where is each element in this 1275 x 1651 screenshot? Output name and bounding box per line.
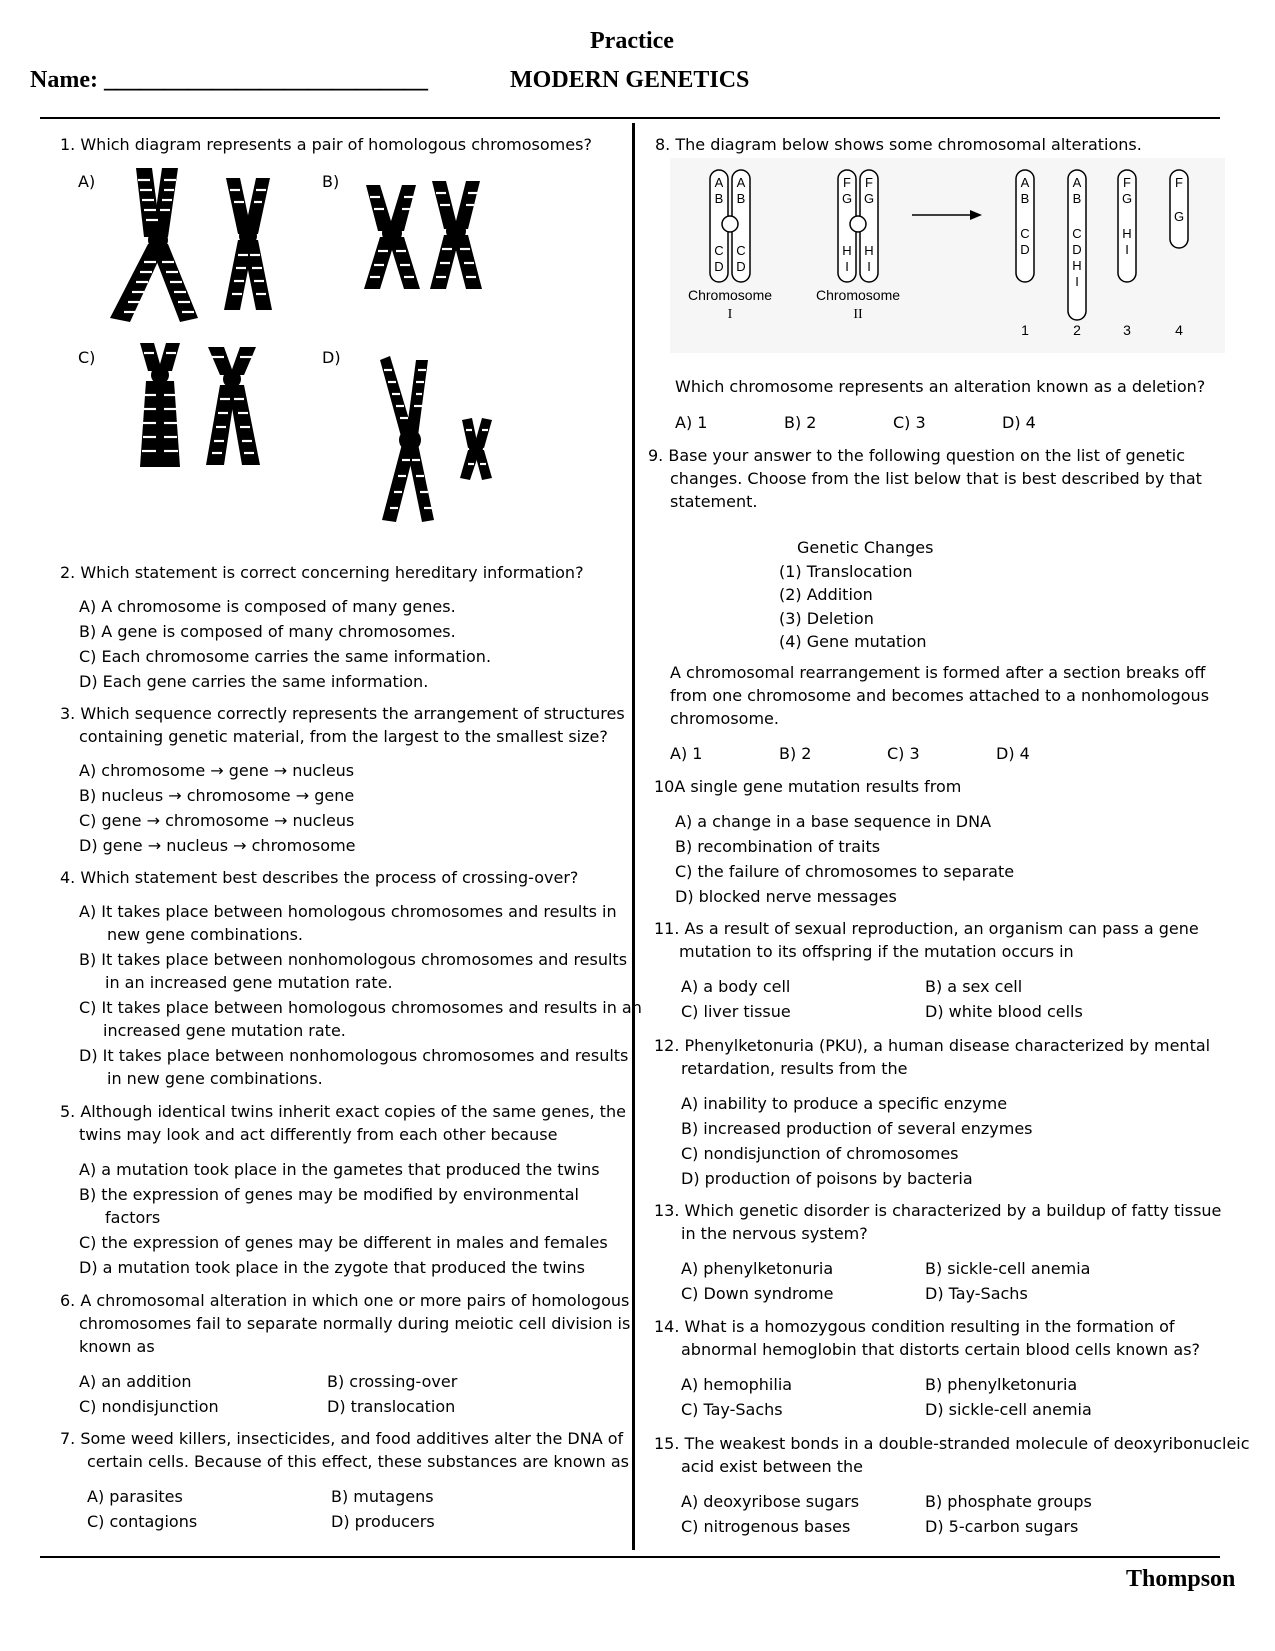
q3-choice-c[interactable]: C) gene → chromosome → nucleus: [79, 811, 355, 830]
c1-right-label-1: A: [736, 175, 746, 190]
c2-left-label-4: I: [845, 259, 849, 274]
genetic-changes-title: Genetic Changes: [797, 538, 934, 557]
c1-right-label-4: D: [736, 259, 746, 274]
q11-choice-c[interactable]: C) liver tissue: [681, 1002, 791, 1021]
r4-label-2: G: [1173, 209, 1185, 224]
q5-choice-a[interactable]: A) a mutation took place in the gametes that produced the twins: [79, 1160, 600, 1179]
q2-choice-b[interactable]: B) A gene is composed of many chromosomes.: [79, 622, 456, 641]
q4-choice-a-cont: new gene combinations.: [107, 925, 304, 944]
q4-choice-b-cont: in an increased gene mutation rate.: [105, 973, 393, 992]
page-subject-title: MODERN GENETICS: [510, 67, 750, 93]
c1-left-label-4: D: [714, 259, 724, 274]
question-5-stem-cont: twins may look and act differently from each other because: [79, 1125, 558, 1144]
r3-label-3: H: [1122, 226, 1132, 241]
q5-choice-b-cont: factors: [105, 1208, 161, 1227]
q11-choice-b[interactable]: B) a sex cell: [925, 977, 1023, 996]
q7-choice-c[interactable]: C) contagions: [87, 1512, 198, 1531]
question-12-stem-cont: retardation, results from the: [681, 1059, 908, 1078]
r2-label-4: D: [1072, 242, 1082, 257]
chromosome-c-right: [206, 347, 260, 465]
question-8-prompt: Which chromosome represents an alteration known as a deletion?: [675, 377, 1206, 396]
chromosome-i-label: Chromosome: [687, 287, 773, 303]
name-field-label: Name: ___________________________: [30, 67, 428, 93]
q14-choice-d[interactable]: D) sickle-cell anemia: [925, 1400, 1092, 1419]
question-7-stem: 7. Some weed killers, insecticides, and food additives alter the DNA of: [60, 1429, 624, 1448]
q5-choice-c[interactable]: C) the expression of genes may be different in males and females: [79, 1233, 608, 1252]
question-12-stem: 12. Phenylketonuria (PKU), a human disease characterized by mental: [654, 1036, 1211, 1055]
q5-choice-d[interactable]: D) a mutation took place in the zygote that produced the twins: [79, 1258, 585, 1277]
q2-choice-d[interactable]: D) Each gene carries the same information.: [79, 672, 429, 691]
q14-choice-b[interactable]: B) phenylketonuria: [925, 1375, 1078, 1394]
q4-choice-b[interactable]: B) It takes place between nonhomologous chromosomes and results: [79, 950, 628, 969]
question-13-stem: 13. Which genetic disorder is characterized by a buildup of fatty tissue: [654, 1201, 1222, 1220]
q1-label-a: A): [78, 172, 96, 191]
question-6-stem: 6. A chromosomal alteration in which one or more pairs of homologous: [60, 1291, 630, 1310]
c1-left-label-3: C: [714, 243, 724, 258]
q13-choice-b[interactable]: B) sickle-cell anemia: [925, 1259, 1091, 1278]
q7-choice-b[interactable]: B) mutagens: [331, 1487, 434, 1506]
chromosome-ii-numeral: II: [853, 307, 863, 322]
q10-choice-c[interactable]: C) the failure of chromosomes to separate: [675, 862, 1015, 881]
r3-label-2: G: [1121, 191, 1133, 206]
r4-label-1: F: [1175, 175, 1183, 190]
question-15-stem-cont: acid exist between the: [681, 1457, 863, 1476]
question-11-stem-cont: mutation to its offspring if the mutation occurs in: [679, 942, 1074, 961]
q10-choice-b[interactable]: B) recombination of traits: [675, 837, 881, 856]
question-14-stem-cont: abnormal hemoglobin that distorts certain blood cells known as?: [681, 1340, 1201, 1359]
chromosome-alteration-diagram: [670, 158, 1230, 358]
chromosome-d-small: [460, 418, 492, 480]
genetic-change-item-4: (4) Gene mutation: [779, 632, 927, 651]
chromosome-i-numeral: I: [727, 307, 733, 322]
q8-choice-c[interactable]: C) 3: [893, 413, 926, 432]
q15-choice-b[interactable]: B) phosphate groups: [925, 1492, 1092, 1511]
q9-statement-cont: from one chromosome and becomes attached to a nonhomologous: [670, 686, 1210, 705]
c2-left-label-1: F: [843, 175, 851, 190]
c1-left-label-1: A: [714, 175, 724, 190]
footer-rule: [40, 1556, 1220, 1558]
c1-right-label-2: B: [736, 191, 746, 206]
q6-choice-c[interactable]: C) nondisjunction: [79, 1397, 219, 1416]
c1-left-label-2: B: [714, 191, 724, 206]
q12-choice-c[interactable]: C) nondisjunction of chromosomes: [681, 1144, 959, 1163]
question-1-stem: 1. Which diagram represents a pair of homologous chromosomes?: [60, 135, 592, 154]
result-number-4: 4: [1175, 322, 1183, 338]
q9-choice-b[interactable]: B) 2: [779, 744, 812, 763]
q6-choice-b[interactable]: B) crossing-over: [327, 1372, 458, 1391]
r2-label-6: I: [1075, 274, 1079, 289]
chromosome-c-left: [140, 343, 180, 467]
question-15-stem: 15. The weakest bonds in a double-stranded molecule of deoxyribonucleic: [654, 1434, 1250, 1453]
genetic-change-item-1: (1) Translocation: [779, 562, 913, 581]
r3-label-1: F: [1123, 175, 1131, 190]
c2-right-label-2: G: [863, 191, 875, 206]
q15-choice-c[interactable]: C) nitrogenous bases: [681, 1517, 851, 1536]
question-8-stem: 8. The diagram below shows some chromosomal alterations.: [655, 135, 1142, 154]
q6-choice-a[interactable]: A) an addition: [79, 1372, 192, 1391]
question-7-stem-cont: certain cells. Because of this effect, these substances are known as: [87, 1452, 629, 1471]
r2-label-5: H: [1072, 258, 1082, 273]
c2-right-label-1: F: [865, 175, 873, 190]
q15-choice-a[interactable]: A) deoxyribose sugars: [681, 1492, 860, 1511]
q8-choice-a[interactable]: A) 1: [675, 413, 708, 432]
c2-right-label-4: I: [867, 259, 871, 274]
q10-choice-a[interactable]: A) a change in a base sequence in DNA: [675, 812, 992, 831]
result-number-2: 2: [1073, 322, 1081, 338]
genetic-change-item-2: (2) Addition: [779, 585, 873, 604]
question-6-stem-cont2: known as: [79, 1337, 155, 1356]
q9-choice-d[interactable]: D) 4: [996, 744, 1030, 763]
q13-choice-c[interactable]: C) Down syndrome: [681, 1284, 834, 1303]
question-6-stem-cont: chromosomes fail to separate normally during meiotic cell division is: [79, 1314, 631, 1333]
q11-choice-a[interactable]: A) a body cell: [681, 977, 791, 996]
q7-choice-d[interactable]: D) producers: [331, 1512, 435, 1531]
c2-left-label-3: H: [842, 243, 852, 258]
q12-choice-d[interactable]: D) production of poisons by bacteria: [681, 1169, 973, 1188]
result-number-1: 1: [1021, 322, 1029, 338]
r2-label-2: B: [1072, 191, 1082, 206]
q9-choice-a[interactable]: A) 1: [670, 744, 703, 763]
q9-statement-cont2: chromosome.: [670, 709, 779, 728]
q8-choice-b[interactable]: B) 2: [784, 413, 817, 432]
chromosome-d-large: [380, 356, 434, 522]
q2-choice-c[interactable]: C) Each chromosome carries the same information.: [79, 647, 492, 666]
c1-right-label-3: C: [736, 243, 746, 258]
q13-choice-a[interactable]: A) phenylketonuria: [681, 1259, 834, 1278]
q2-choice-a[interactable]: A) A chromosome is composed of many genes.: [79, 597, 456, 616]
r1-label-4: D: [1020, 242, 1030, 257]
r2-label-1: A: [1072, 175, 1082, 190]
q14-choice-a[interactable]: A) hemophilia: [681, 1375, 793, 1394]
q1-diagrams-lower: [0, 0, 560, 560]
q1-label-d: D): [322, 348, 341, 367]
question-11-stem: 11. As a result of sexual reproduction, an organism can pass a gene: [654, 919, 1199, 938]
q1-label-c: C): [78, 348, 96, 367]
q4-choice-d-cont: in new gene combinations.: [107, 1069, 323, 1088]
q4-choice-c[interactable]: C) It takes place between homologous chromosomes and results in an: [79, 998, 642, 1017]
q9-statement: A chromosomal rearrangement is formed after a section breaks off: [670, 663, 1206, 682]
question-4-stem: 4. Which statement best describes the process of crossing-over?: [60, 868, 579, 887]
question-9-stem-cont2: statement.: [670, 492, 758, 511]
question-9-stem-cont: changes. Choose from the list below that is best described by that: [670, 469, 1202, 488]
c2-left-label-2: G: [841, 191, 853, 206]
q1-label-b: B): [322, 172, 340, 191]
question-10-stem: 10A single gene mutation results from: [654, 777, 962, 796]
page-title-top: Practice: [590, 28, 674, 54]
q6-choice-d[interactable]: D) translocation: [327, 1397, 456, 1416]
q4-choice-c-cont: increased gene mutation rate.: [103, 1021, 346, 1040]
column-divider: [632, 123, 635, 1550]
q10-choice-d[interactable]: D) blocked nerve messages: [675, 887, 897, 906]
question-9-stem: 9. Base your answer to the following question on the list of genetic: [648, 446, 1186, 465]
r3-label-4: I: [1125, 242, 1129, 257]
question-2-stem: 2. Which statement is correct concerning hereditary information?: [60, 563, 584, 582]
chromosome-ii-label: Chromosome: [815, 287, 901, 303]
question-5-stem: 5. Although identical twins inherit exact copies of the same genes, the: [60, 1102, 626, 1121]
c2-right-label-3: H: [864, 243, 874, 258]
r1-label-2: B: [1020, 191, 1030, 206]
q8-choice-d[interactable]: D) 4: [1002, 413, 1036, 432]
q4-choice-a[interactable]: A) It takes place between homologous chromosomes and results in: [79, 902, 617, 921]
question-3-stem-cont: containing genetic material, from the largest to the smallest size?: [79, 727, 608, 746]
q5-choice-b[interactable]: B) the expression of genes may be modified by environmental: [79, 1185, 579, 1204]
question-3-stem: 3. Which sequence correctly represents the arrangement of structures: [60, 704, 625, 723]
question-14-stem: 14. What is a homozygous condition resulting in the formation of: [654, 1317, 1175, 1336]
q3-choice-b[interactable]: B) nucleus → chromosome → gene: [79, 786, 355, 805]
q3-choice-d[interactable]: D) gene → nucleus → chromosome: [79, 836, 356, 855]
q11-choice-d[interactable]: D) white blood cells: [925, 1002, 1083, 1021]
genetic-change-item-3: (3) Deletion: [779, 609, 874, 628]
result-number-3: 3: [1123, 322, 1131, 338]
q4-choice-d[interactable]: D) It takes place between nonhomologous chromosomes and results: [79, 1046, 629, 1065]
q12-choice-a[interactable]: A) inability to produce a specific enzyme: [681, 1094, 1008, 1113]
footer-teacher-name: Thompson: [1126, 1566, 1236, 1592]
q13-choice-d[interactable]: D) Tay-Sachs: [925, 1284, 1028, 1303]
q9-choice-c[interactable]: C) 3: [887, 744, 920, 763]
q7-choice-a[interactable]: A) parasites: [87, 1487, 183, 1506]
question-13-stem-cont: in the nervous system?: [681, 1224, 868, 1243]
q12-choice-b[interactable]: B) increased production of several enzymes: [681, 1119, 1033, 1138]
q15-choice-d[interactable]: D) 5-carbon sugars: [925, 1517, 1079, 1536]
r1-label-3: C: [1020, 226, 1030, 241]
q3-choice-a[interactable]: A) chromosome → gene → nucleus: [79, 761, 355, 780]
r1-label-1: A: [1020, 175, 1030, 190]
r2-label-3: C: [1072, 226, 1082, 241]
q14-choice-c[interactable]: C) Tay-Sachs: [681, 1400, 783, 1419]
